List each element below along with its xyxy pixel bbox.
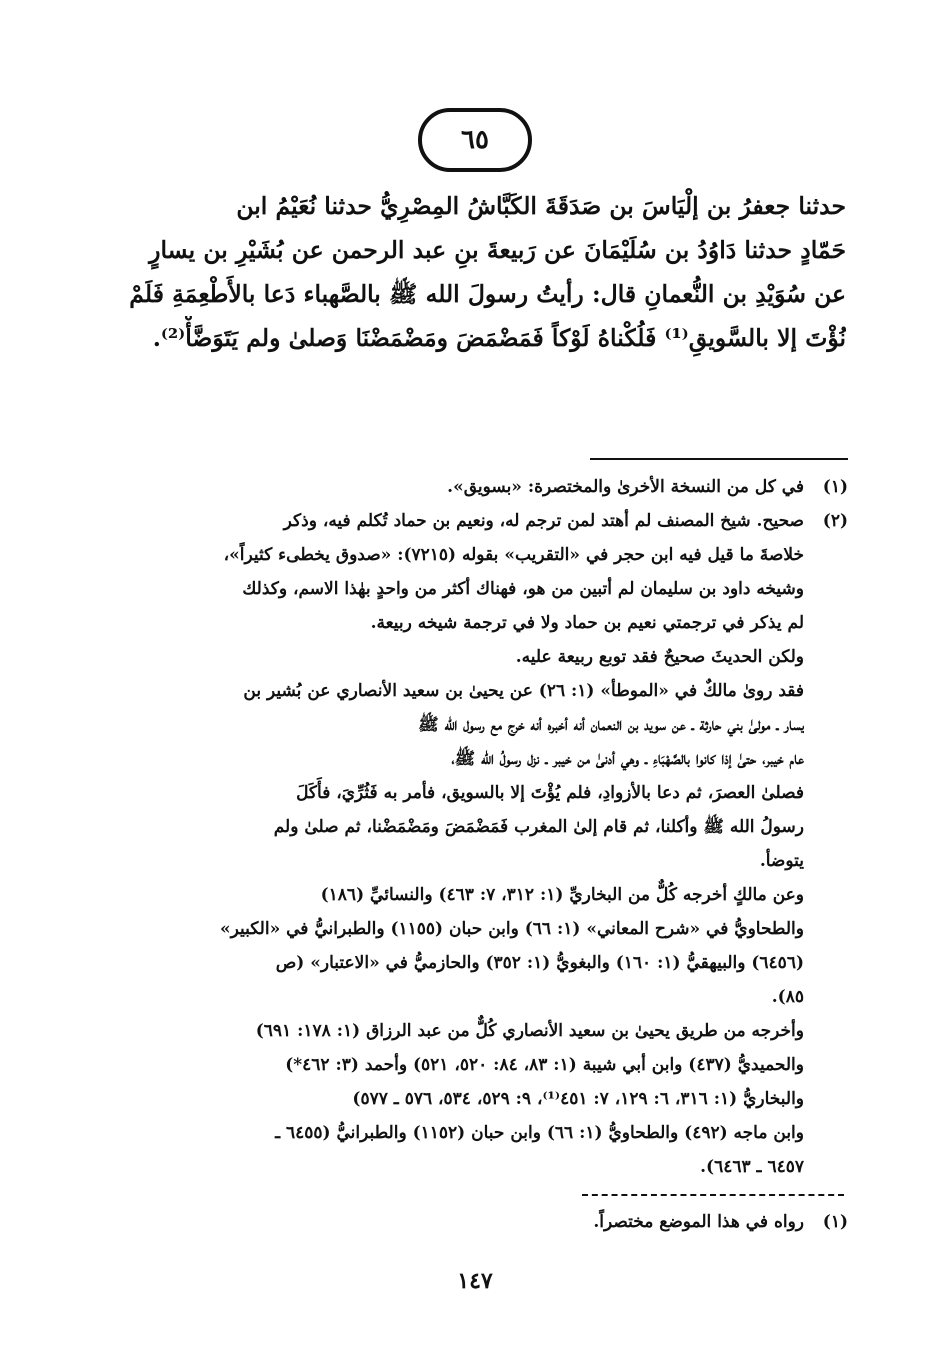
hadith-line: حَمّادٍ حدثنا دَاوُدُ بن سُلَيْمَانَ عن رَبيعةَ بنِ عبد الرحمن عن بُشَيْرِ بن يسارٍ — [149, 236, 846, 264]
footnote-line: وابن ماجه (٤٩٢) والطحاويُّ (١: ٦٦) وابن حبان (١١٥٢) والطبرانيُّ (٦٤٥٥ ـ — [275, 1123, 804, 1143]
footnote-divider — [590, 458, 848, 460]
footnote-body — [96, 504, 804, 1184]
footnote-line: ٦٤٥٧ ـ ٦٤٦٣). — [700, 1157, 804, 1177]
hadith-text — [98, 184, 846, 360]
footnote-line: لم يذكر في ترجمتي نعيم بن حماد ولا في ترجمة شيخه ربيعة. — [370, 613, 804, 633]
footnote — [96, 504, 848, 1184]
footnote-line: ولكن الحديثَ صحيحٌ فقد توبع ربيعة عليه. — [515, 647, 804, 667]
footnote-line: عام خيبر، حتىٰ إذا كانوا بالصَّهْبَاءِ ـ وهي أدنىٰ من خيبر ـ نزل رسولُ الله ﷺ، — [451, 749, 804, 769]
footnote-line: يسار ـ مولىٰ بني حارثة ـ عن سويد بن النعمان أنه أخبره أنه خرج مع رسول الله ﷺ — [418, 715, 804, 735]
footnote-line: (٦٤٥٦) والبيهقيُّ (١: ١٦٠) والبغويُّ (١: ٣٥٢) والحازميُّ في «الاعتبار» (ص — [275, 953, 804, 973]
footnote-line: وعن مالكٍ أخرجه كُلٌّ من البخاريِّ (١: ٣١٢، ٧: ٤٦٣) والنسائيِّ (١٨٦) — [320, 885, 804, 905]
footnote-line: صحيح. شيخ المصنف لم أهتد لمن ترجم له، ونعيم بن حماد تُكلم فيه، وذكر — [283, 511, 804, 531]
hadith-line: نُؤْتَ إلا بالسَّويقِ⁽¹⁾ فَلُكْناهُ لَوْكاً فَمَضْمَضَ ومَضْمَضْنَا وَصلىٰ ولم يَتَوَضَّأْ⁽²⁾. — [152, 324, 846, 352]
footnote-line: فقد روىٰ مالكٌ في «الموطأ» (١: ٢٦) عن يحيىٰ بن سعيد الأنصاري عن بُشير بن — [243, 681, 804, 701]
footnote-line: والطحاويُّ في «شرح المعاني» (١: ٦٦) وابن حبان (١١٥٥) والطبرانيُّ في «الكبير» — [220, 919, 804, 939]
footnote-line: والبخاريُّ (١: ٣١٦، ٦: ١٢٩، ٧: ٤٥١⁽¹⁾، ٩: ٥٢٩، ٥٣٤، ٥٧٦ ـ ٥٧٧) — [352, 1089, 804, 1109]
page-number: ١٤٧ — [457, 1268, 493, 1294]
footnote-body — [96, 470, 804, 504]
hadith-line: عن سُوَيْدِ بن النُّعمانِ قال: رأيتُ رسولَ الله ﷺ بالصَّهباء دَعا بالأَطْعِمَةِ فَلَمْ — [129, 280, 846, 308]
footnote-line: يتوضأ. — [759, 851, 804, 871]
sub-footnote-text: رواه في هذا الموضع مختصراً. — [593, 1212, 804, 1232]
footnote-number: (٢) — [822, 511, 848, 531]
sub-footnote-number: (١) — [822, 1212, 848, 1232]
footnote-line: فصلىٰ العصرَ، ثم دعا بالأزوادِ، فلم يُؤْتَ إلا بالسويق، فأمر به فَثُرِّيَ، فأَكَلَ — [296, 783, 804, 803]
footnote-line: رسولُ الله ﷺ وأكلنا، ثم قام إلىٰ المغرب فَمَضْمَضَ ومَضْمَضْنا، ثم صلىٰ ولم — [273, 817, 804, 837]
sub-footnote-divider — [582, 1194, 844, 1196]
footnote-line: ٨٥). — [771, 987, 804, 1007]
footnote-line: والحميديُّ (٤٣٧) وابن أبي شيبة (١: ٨٣، ٨٤: ٥٢٠، ٥٢١) وأحمد (٣: ٤٦٢*) — [285, 1055, 804, 1075]
footnote — [96, 470, 848, 504]
hadith-number-badge — [418, 108, 532, 172]
hadith-line: حدثنا جعفرُ بن إلْيَاسَ بن صَدَقَةَ الكَبَّاشُ المِصْرِيُّ حدثنا نُعَيْمُ ابن — [236, 192, 846, 220]
footnotes — [96, 470, 848, 1184]
footnote-line: في كل من النسخة الأخرىٰ والمختصرة: «بسويق». — [447, 477, 804, 497]
footnote-line: وأخرجه من طريق يحيىٰ بن سعيد الأنصاري كُلٌّ من عبد الرزاق (١: ١٧٨: ٦٩١) — [255, 1021, 804, 1041]
sub-footnote — [96, 1207, 848, 1237]
hadith-number: ٦٥ — [461, 125, 489, 155]
footnote-number: (١) — [822, 477, 848, 497]
footnote-line: وشيخه داود بن سليمان لم أتبين من هو، فهناك أكثر من واحدٍ بهٰذا الاسم، وكذلك — [242, 579, 804, 599]
footnote-line: خلاصةَ ما قيل فيه ابن حجر في «التقريب» بقوله (٧٢١٥): «صدوق يخطىء كثيراً»، — [223, 545, 804, 565]
